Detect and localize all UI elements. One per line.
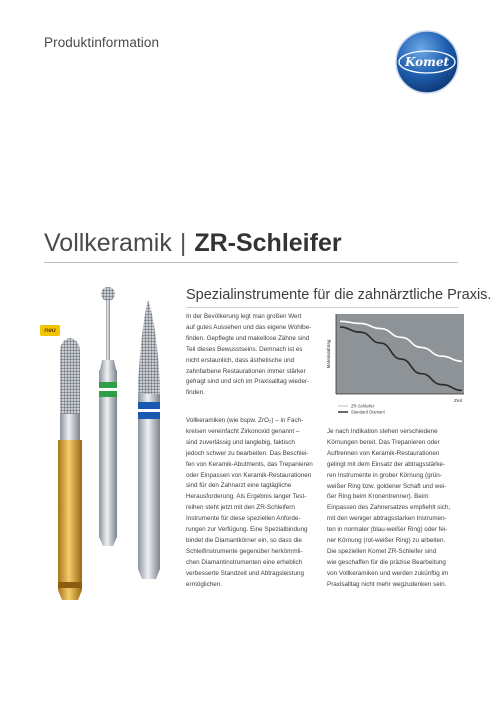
- paragraph-line: mit den weniger abtragsstarken Instrumen-: [327, 515, 447, 523]
- paragraph-line: reihen steht jetzt mit den ZR-Schleifern: [186, 504, 295, 512]
- paragraph-intro: [186, 312, 331, 399]
- komet-logo: [394, 29, 460, 95]
- paragraph-line: finden.: [186, 389, 205, 397]
- title-separator: |: [179, 229, 187, 257]
- paragraph-line: Schleifinstrumente gegenüber herkömmli-: [186, 547, 303, 555]
- paragraph-line: bindet die Diamantkörner ein, so dass die: [186, 536, 302, 544]
- subtitle: Spezialinstrumente für die zahnärztliche Praxis.: [186, 287, 492, 303]
- paragraph-line: Einpassen des Zahnersatzes empfiehlt sich,: [327, 504, 451, 512]
- paragraph-line: Körnungen bereit. Das Trepanieren oder: [327, 438, 440, 446]
- paragraph-line: Praxisalltag nicht mehr wegzudenken sein.: [327, 580, 447, 588]
- paragraph-line: gefragt sind und sich im Praxisalltag wieder-: [186, 378, 310, 386]
- paragraph-line: Instrumente für diese speziellen Anforde-: [186, 515, 301, 523]
- paragraph-line: oder Einpassen von Keramik-Restaurationen: [186, 471, 312, 479]
- paragraph-indication: [327, 427, 459, 591]
- logo-text: Komet: [404, 55, 450, 69]
- paragraph-line: jedoch schwer zu bearbeiten. Das Beschlei-: [186, 449, 309, 457]
- paragraph-line: Je nach Indikation stehen verschiedene: [327, 428, 438, 435]
- chart-plot-area: [336, 314, 464, 394]
- title-main: Vollkeramik: [44, 229, 172, 257]
- paragraph-line: Auftrennen von Keramik-Restaurationen: [327, 449, 440, 457]
- paragraph-line: zahnfarbene Restaurationen immer stärker: [186, 367, 306, 375]
- bur-green-ring: [99, 287, 117, 546]
- bur-gold-shank: [58, 338, 82, 600]
- burs-illustration: [56, 282, 171, 612]
- paragraph-line: ermöglichen.: [186, 580, 223, 588]
- paragraph-line: auf gutes Aussehen und das eigene Wohlbe-: [186, 323, 312, 331]
- paragraph-zirconia: [186, 416, 331, 591]
- abrasion-chart: [324, 314, 464, 420]
- paragraph-line: finden. Gepflegte und makellose Zähne sind: [186, 334, 310, 342]
- paragraph-line: ßer Ring beim Kronentrenner). Beim: [327, 493, 429, 501]
- paragraph-line: rungen zur Verfügung. Eine Spezialbindung: [186, 526, 308, 534]
- paragraph-line: fen von Keramik-Abutments, das Trepanieren: [186, 460, 313, 468]
- legend-zr: ZR-Schleifer: [351, 403, 375, 409]
- paragraph-line: wie geschaffen für die präzise Bearbeitung: [327, 558, 446, 566]
- paragraph-line: ner Körnung (rot-weißer Ring) zu arbeiten.: [327, 537, 446, 545]
- paragraph-line: Herausforderung. Als Ergebnis langer Test-: [186, 493, 307, 501]
- paragraph-line: gelingt mit dem Einsatz der abtragsstärke-: [327, 460, 445, 468]
- paragraph-line: von Vollkeramiken und werden zukünftig im: [327, 569, 449, 577]
- paragraph-line: chen Diamantinstrumenten eine erheblich: [186, 558, 303, 566]
- chart-ylabel: Materialabtrag: [326, 339, 331, 369]
- paragraph-line: Die speziellen Komet ZR-Schleifer sind: [327, 547, 437, 555]
- paragraph-line: In der Bevölkerung legt man großen Wert: [186, 313, 302, 320]
- paragraph-line: sind für den Zahnarzt eine tagtägliche: [186, 482, 292, 490]
- paragraph-line: kreisen vereinfacht Zirkonoxid genannt –: [186, 427, 300, 435]
- title-product: ZR-Schleifer: [194, 229, 342, 257]
- chart-legend: [338, 404, 386, 415]
- paragraph-line: verbesserte Standzeit und Abtragsleistung: [186, 569, 304, 577]
- paragraph-line: ten in normaler (blau-weißer Ring) oder fei-: [327, 526, 448, 534]
- paragraph-line: Teil dieses Bewusstseins. Demnach ist es: [186, 345, 303, 353]
- paragraph-line: ren Instrumente in grober Körnung (grün-: [327, 471, 442, 479]
- paragraph-line: weißer Ring bzw. goldener Schaft und wei-: [327, 482, 447, 490]
- page-title: [44, 229, 342, 258]
- paragraph-line: nicht erstaunlich, dass ästhetische und: [186, 356, 295, 364]
- header-label: Produktinformation: [44, 35, 160, 50]
- subtitle-divider: [186, 307, 458, 308]
- title-divider: [44, 262, 458, 263]
- paragraph-line: Vollkeramiken (wie bspw. ZrO₂) – in Fach-: [186, 417, 304, 424]
- chart-xlabel: Zeit: [454, 399, 462, 404]
- new-badge: neu: [40, 325, 60, 336]
- legend-standard: Standard Diamant: [351, 409, 385, 415]
- paragraph-line: sind zuverlässig und langlebig, faktisch: [186, 438, 295, 446]
- bur-blue-ring: [138, 300, 160, 579]
